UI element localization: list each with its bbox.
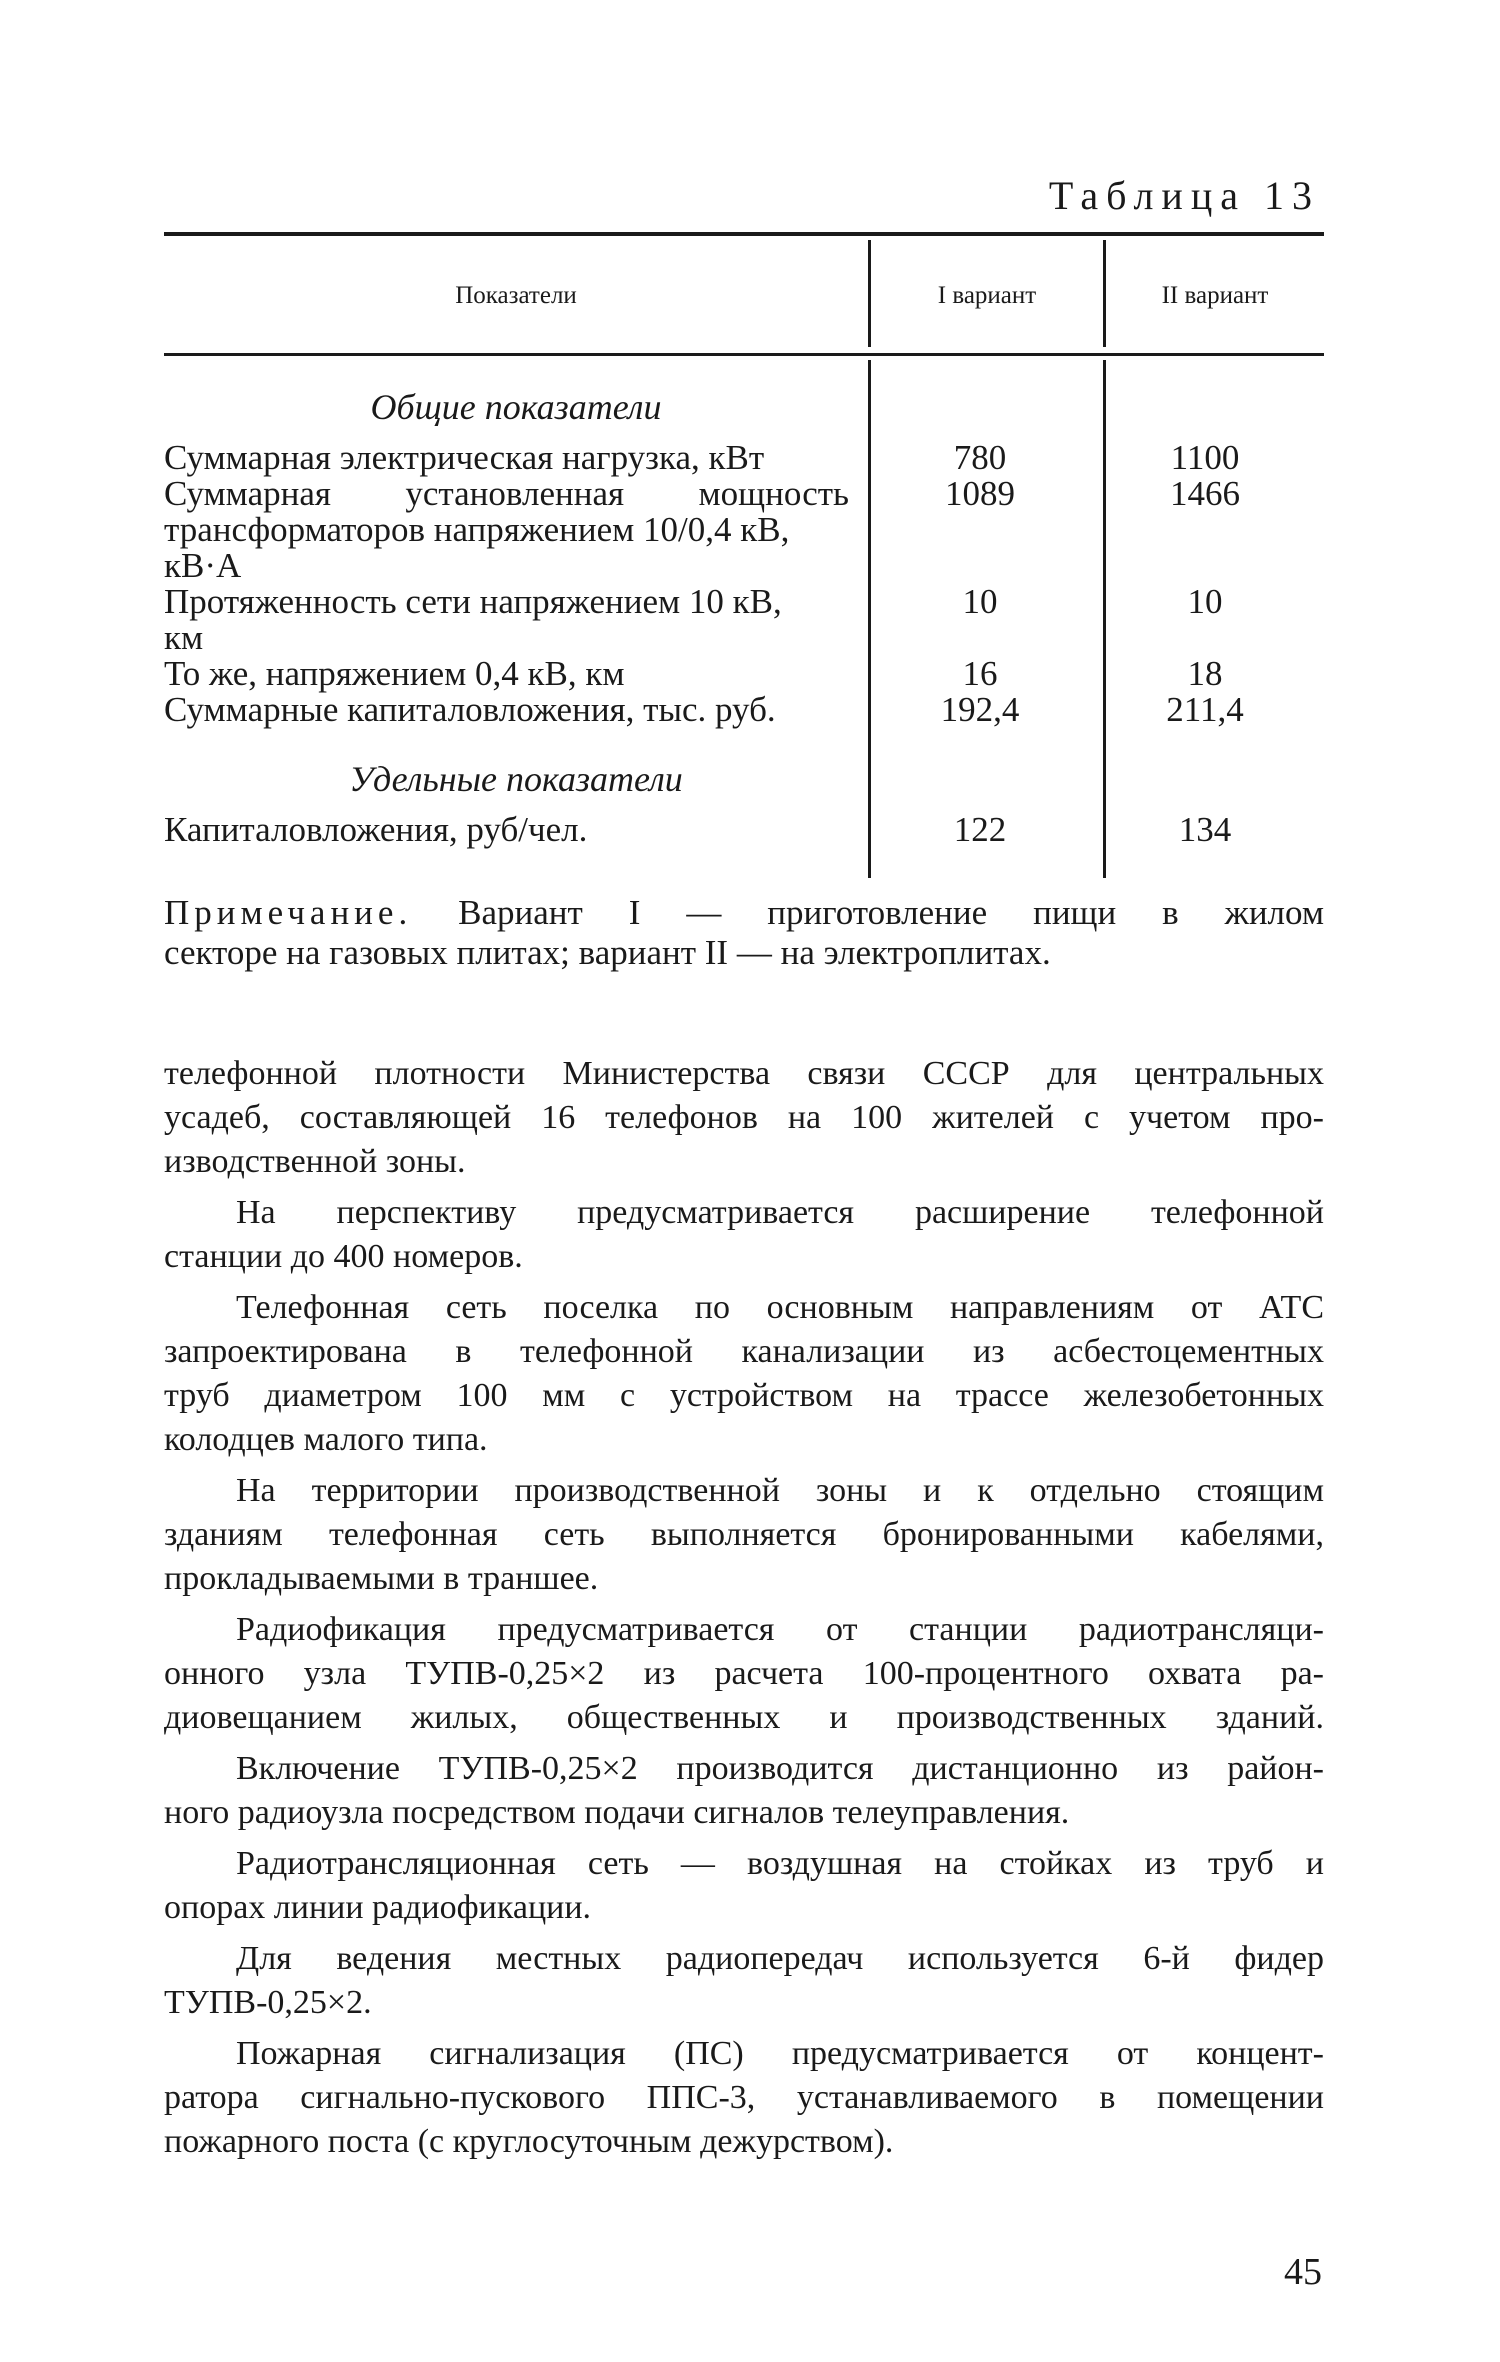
row-label-network-length-10kv-2: км — [164, 618, 204, 657]
row-value-v1: 192,4 — [940, 690, 1020, 729]
paragraph-line: Пожарная сигнализация (ПС) предусматривается от концент- — [236, 2035, 1324, 2072]
row-value-v1: 16 — [962, 654, 998, 693]
paragraph — [164, 1842, 1324, 1930]
paragraph-line: пожарного поста (с круглосуточным дежурством). — [164, 2123, 894, 2160]
paragraph-line: Включение ТУПВ-0,25×2 производится дистанционно из район- — [236, 1750, 1324, 1787]
paragraph-line: телефонной плотности Министерства связи СССР для центральных — [164, 1055, 1324, 1092]
table-header-rule — [164, 353, 1324, 356]
paragraph — [164, 1608, 1324, 1740]
row-label-transformer-capacity-2: трансформаторов напряжением 10/0,4 кВ, — [164, 510, 790, 549]
row-label-transformer-capacity: Суммарная установленная мощность — [164, 474, 849, 513]
section-title-general: Общие показатели — [370, 387, 662, 427]
note-line-1 — [164, 893, 1324, 933]
row-label-transformer-capacity-3: кВ·А — [164, 546, 242, 585]
paragraph-line: усадеб, составляющей 16 телефонов на 100 жителей с учетом про- — [164, 1099, 1324, 1136]
section-title-specific: Удельные показатели — [349, 759, 683, 799]
row-value-v2: 211,4 — [1166, 690, 1244, 729]
paragraph-line: На перспективу предусматривается расширение телефонной — [236, 1194, 1324, 1231]
row-value-v2: 134 — [1178, 810, 1232, 849]
row-label-investment-per-capita: Капиталовложения, руб/чел. — [164, 810, 588, 849]
paragraph-line: диовещанием жилых, общественных и производственных зданий. — [164, 1699, 1324, 1736]
paragraph-line: На территории производственной зоны и к отдельно стоящим — [236, 1472, 1324, 1509]
paragraph — [164, 1191, 1324, 1279]
paragraph-line: Радиофикация предусматривается от станции радиотрансляци- — [236, 1611, 1324, 1648]
paragraph-line: опорах линии радиофикации. — [164, 1889, 592, 1926]
paragraph — [164, 1937, 1324, 2025]
row-value-v1: 1089 — [945, 474, 1015, 513]
row-value-v2: 1100 — [1170, 438, 1240, 477]
header-variant-2: II вариант — [1161, 282, 1269, 309]
row-value-v1: 122 — [953, 810, 1007, 849]
paragraph-line: труб диаметром 100 мм с устройством на трассе железобетонных — [164, 1377, 1324, 1414]
paragraph-line: ного радиоузла посредством подачи сигналов телеуправления. — [164, 1794, 1070, 1831]
paragraph-line: колодцев малого типа. — [164, 1421, 488, 1458]
paragraph-line: станции до 400 номеров. — [164, 1238, 523, 1275]
paragraph — [164, 1469, 1324, 1601]
column-divider-1-body — [868, 360, 871, 878]
paragraph — [164, 2032, 1324, 2164]
table-top-rule — [164, 232, 1324, 236]
paragraph-line: Телефонная сеть поселка по основным направлениям от АТС — [236, 1289, 1324, 1326]
paragraph-line: прокладываемыми в траншее. — [164, 1560, 599, 1597]
header-indicators: Показатели — [455, 282, 577, 309]
table-caption: Таблица 13 — [1048, 173, 1320, 218]
row-label-total-load: Суммарная электрическая нагрузка, кВт — [164, 438, 765, 477]
paragraph-line: зданиям телефонная сеть выполняется бронированными кабелями, — [164, 1516, 1324, 1553]
paragraph-line: ТУПВ-0,25×2. — [164, 1984, 372, 2021]
row-value-v2: 10 — [1187, 582, 1223, 621]
paragraph — [164, 1747, 1324, 1835]
table-note — [164, 893, 1324, 973]
row-label-network-length-04kv: То же, напряжением 0,4 кВ, км — [164, 654, 625, 693]
row-value-v1: 780 — [953, 438, 1007, 477]
paragraph-line: Для ведения местных радиопередач используется 6-й фидер — [236, 1940, 1324, 1977]
row-value-v2: 1466 — [1170, 474, 1240, 513]
row-label-network-length-10kv: Протяженность сети напряжением 10 кВ, — [164, 582, 782, 621]
row-value-v1: 10 — [962, 582, 998, 621]
paragraph-line: Радиотрансляционная сеть — воздушная на стойках из труб и — [236, 1845, 1324, 1882]
note-prefix: Примечание. — [164, 893, 413, 932]
body-text — [164, 1052, 1324, 2171]
paragraph-line: запроектирована в телефонной канализации из асбестоцементных — [164, 1333, 1324, 1370]
page-number: 45 — [1284, 2251, 1322, 2293]
note-text-1: Вариант I — приготовление пищи в жилом — [458, 893, 1324, 932]
row-value-v2: 18 — [1187, 654, 1223, 693]
paragraph-line: ратора сигнально-пускового ППС-3, устанавливаемого в помещении — [164, 2079, 1324, 2116]
paragraph — [164, 1052, 1324, 1184]
paragraph-line: изводственной зоны. — [164, 1143, 466, 1180]
paragraph — [164, 1286, 1324, 1462]
paragraph-line: онного узла ТУПВ-0,25×2 из расчета 100-процентного охвата ра- — [164, 1655, 1324, 1692]
row-label-total-investment: Суммарные капиталовложения, тыс. руб. — [164, 690, 776, 729]
note-line-2: секторе на газовых плитах; вариант II — на электроплитах. — [164, 933, 1051, 972]
header-variant-1: I вариант — [937, 282, 1037, 309]
column-divider-2-body — [1103, 360, 1106, 878]
